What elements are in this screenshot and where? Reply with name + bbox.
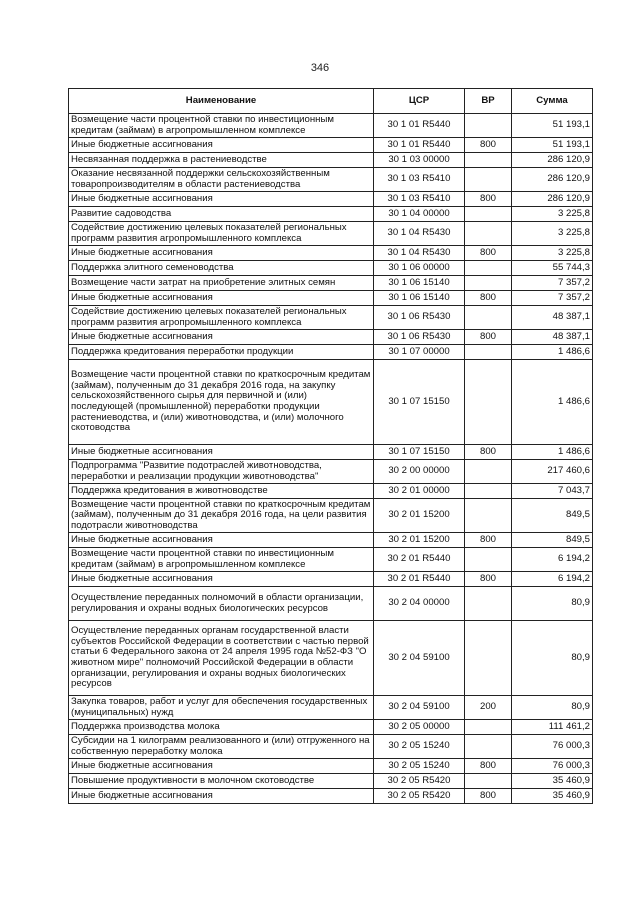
table-row xyxy=(69,246,593,261)
cell-vr xyxy=(465,207,512,222)
cell-csr: 30 2 05 R5420 xyxy=(374,789,465,804)
cell-csr: 30 1 06 15140 xyxy=(374,276,465,291)
cell-name: Иные бюджетные ассигнования xyxy=(69,759,374,774)
header-name: Наименование xyxy=(69,89,374,114)
cell-sum: 48 387,1 xyxy=(512,306,593,330)
cell-vr: 800 xyxy=(465,445,512,460)
cell-sum: 48 387,1 xyxy=(512,330,593,345)
cell-name: Возмещение части процентной ставки по краткосрочным кредитам (займам), полученным до 31 декабря 2016 года, на цели развития подотрасли животноводства xyxy=(69,499,374,533)
cell-name: Иные бюджетные ассигнования xyxy=(69,789,374,804)
cell-name: Иные бюджетные ассигнования xyxy=(69,192,374,207)
cell-sum: 76 000,3 xyxy=(512,735,593,759)
cell-sum: 1 486,6 xyxy=(512,445,593,460)
table-row xyxy=(69,759,593,774)
cell-vr xyxy=(465,153,512,168)
cell-name: Осуществление переданных полномочий в области организации, регулирования и охраны водных биологических ресурсов xyxy=(69,587,374,621)
cell-csr: 30 1 03 R5410 xyxy=(374,192,465,207)
cell-name: Иные бюджетные ассигнования xyxy=(69,572,374,587)
cell-csr: 30 2 01 15200 xyxy=(374,533,465,548)
table-row xyxy=(69,168,593,192)
table-row xyxy=(69,261,593,276)
cell-name: Оказание несвязанной поддержки сельскохозяйственным товаропроизводителям в области растениеводства xyxy=(69,168,374,192)
cell-csr: 30 2 01 R5440 xyxy=(374,548,465,572)
cell-csr: 30 2 05 15240 xyxy=(374,735,465,759)
header-vr: ВР xyxy=(465,89,512,114)
table-row xyxy=(69,360,593,445)
cell-vr xyxy=(465,621,512,696)
cell-vr xyxy=(465,345,512,360)
cell-vr: 800 xyxy=(465,789,512,804)
cell-sum: 7 357,2 xyxy=(512,276,593,291)
cell-name: Иные бюджетные ассигнования xyxy=(69,138,374,153)
cell-name: Развитие садоводства xyxy=(69,207,374,222)
cell-sum: 7 043,7 xyxy=(512,484,593,499)
cell-sum: 3 225,8 xyxy=(512,222,593,246)
cell-csr: 30 1 04 R5430 xyxy=(374,222,465,246)
table-row xyxy=(69,192,593,207)
cell-vr xyxy=(465,306,512,330)
cell-sum: 3 225,8 xyxy=(512,207,593,222)
cell-csr: 30 2 05 00000 xyxy=(374,720,465,735)
cell-name: Содействие достижению целевых показателей региональных программ развития агропромышленного комплекса xyxy=(69,222,374,246)
cell-vr: 800 xyxy=(465,572,512,587)
cell-name: Иные бюджетные ассигнования xyxy=(69,246,374,261)
cell-csr: 30 1 03 00000 xyxy=(374,153,465,168)
cell-vr xyxy=(465,222,512,246)
cell-vr xyxy=(465,276,512,291)
cell-sum: 35 460,9 xyxy=(512,789,593,804)
table-row xyxy=(69,735,593,759)
table-row xyxy=(69,621,593,696)
cell-vr xyxy=(465,261,512,276)
cell-sum: 80,9 xyxy=(512,696,593,720)
cell-vr: 800 xyxy=(465,533,512,548)
header-csr: ЦСР xyxy=(374,89,465,114)
cell-csr: 30 1 01 R5440 xyxy=(374,114,465,138)
table-row xyxy=(69,548,593,572)
table-row xyxy=(69,499,593,533)
cell-vr xyxy=(465,360,512,445)
cell-csr: 30 1 07 00000 xyxy=(374,345,465,360)
cell-vr xyxy=(465,720,512,735)
cell-csr: 30 1 06 00000 xyxy=(374,261,465,276)
cell-csr: 30 1 06 15140 xyxy=(374,291,465,306)
cell-sum: 76 000,3 xyxy=(512,759,593,774)
table-row xyxy=(69,445,593,460)
cell-sum: 111 461,2 xyxy=(512,720,593,735)
cell-csr: 30 2 01 15200 xyxy=(374,499,465,533)
cell-name: Возмещение части процентной ставки по краткосрочным кредитам (займам), полученным до 31 декабря 2016 года, на закупку сельскохозяйственного сырья для первичной и (или) последующей (промышленной) переработки продукции растениеводства, и (или) животноводства, и (или) молочного скотоводства xyxy=(69,360,374,445)
table-row xyxy=(69,720,593,735)
cell-sum: 80,9 xyxy=(512,621,593,696)
cell-csr: 30 2 01 R5440 xyxy=(374,572,465,587)
cell-sum: 1 486,6 xyxy=(512,360,593,445)
cell-csr: 30 1 07 15150 xyxy=(374,360,465,445)
cell-name: Поддержка кредитования в животноводстве xyxy=(69,484,374,499)
cell-name: Возмещение части процентной ставки по инвестиционным кредитам (займам) в агропромышленном комплексе xyxy=(69,548,374,572)
cell-csr: 30 2 05 15240 xyxy=(374,759,465,774)
cell-vr xyxy=(465,460,512,484)
cell-name: Закупка товаров, работ и услуг для обеспечения государственных (муниципальных) нужд xyxy=(69,696,374,720)
cell-csr: 30 1 06 R5430 xyxy=(374,330,465,345)
cell-name: Иные бюджетные ассигнования xyxy=(69,445,374,460)
table-row xyxy=(69,587,593,621)
table-row xyxy=(69,276,593,291)
cell-sum: 849,5 xyxy=(512,499,593,533)
cell-name: Повышение продуктивности в молочном скотоводстве xyxy=(69,774,374,789)
table-row xyxy=(69,207,593,222)
page-number: 346 xyxy=(310,62,330,74)
cell-sum: 286 120,9 xyxy=(512,153,593,168)
cell-name: Иные бюджетные ассигнования xyxy=(69,291,374,306)
table-row xyxy=(69,153,593,168)
cell-csr: 30 1 04 00000 xyxy=(374,207,465,222)
cell-vr xyxy=(465,114,512,138)
cell-sum: 35 460,9 xyxy=(512,774,593,789)
cell-name: Поддержка элитного семеноводства xyxy=(69,261,374,276)
cell-sum: 51 193,1 xyxy=(512,138,593,153)
cell-vr xyxy=(465,548,512,572)
cell-vr xyxy=(465,774,512,789)
table-row xyxy=(69,460,593,484)
cell-sum: 51 193,1 xyxy=(512,114,593,138)
table-header xyxy=(69,89,593,114)
cell-name: Поддержка кредитования переработки продукции xyxy=(69,345,374,360)
cell-vr: 800 xyxy=(465,330,512,345)
cell-csr: 30 2 00 00000 xyxy=(374,460,465,484)
cell-csr: 30 2 04 00000 xyxy=(374,587,465,621)
cell-name: Иные бюджетные ассигнования xyxy=(69,330,374,345)
cell-csr: 30 1 01 R5440 xyxy=(374,138,465,153)
cell-vr: 800 xyxy=(465,246,512,261)
cell-vr xyxy=(465,587,512,621)
cell-name: Возмещение части процентной ставки по инвестиционным кредитам (займам) в агропромышленном комплексе xyxy=(69,114,374,138)
cell-name: Подпрограмма "Развитие подотраслей животноводства, переработки и реализации продукции животноводства" xyxy=(69,460,374,484)
cell-vr: 200 xyxy=(465,696,512,720)
table-row xyxy=(69,306,593,330)
cell-vr xyxy=(465,735,512,759)
cell-csr: 30 1 06 R5430 xyxy=(374,306,465,330)
cell-csr: 30 1 04 R5430 xyxy=(374,246,465,261)
header-row xyxy=(69,89,593,114)
table-row xyxy=(69,291,593,306)
cell-sum: 217 460,6 xyxy=(512,460,593,484)
cell-sum: 7 357,2 xyxy=(512,291,593,306)
cell-sum: 6 194,2 xyxy=(512,548,593,572)
cell-csr: 30 1 03 R5410 xyxy=(374,168,465,192)
cell-csr: 30 2 01 00000 xyxy=(374,484,465,499)
cell-vr: 800 xyxy=(465,138,512,153)
cell-csr: 30 2 05 R5420 xyxy=(374,774,465,789)
cell-sum: 6 194,2 xyxy=(512,572,593,587)
cell-csr: 30 1 07 15150 xyxy=(374,445,465,460)
table-row xyxy=(69,330,593,345)
cell-sum: 80,9 xyxy=(512,587,593,621)
cell-name: Поддержка производства молока xyxy=(69,720,374,735)
cell-name: Несвязанная поддержка в растениеводстве xyxy=(69,153,374,168)
table-row xyxy=(69,533,593,548)
cell-name: Субсидии на 1 килограмм реализованного и (или) отгруженного на собственную переработку молока xyxy=(69,735,374,759)
cell-name: Иные бюджетные ассигнования xyxy=(69,533,374,548)
table-row xyxy=(69,114,593,138)
table-body xyxy=(69,114,593,804)
budget-table xyxy=(68,88,593,804)
table-row xyxy=(69,572,593,587)
cell-vr xyxy=(465,484,512,499)
cell-sum: 286 120,9 xyxy=(512,192,593,207)
table-row xyxy=(69,774,593,789)
header-sum: Сумма xyxy=(512,89,593,114)
cell-sum: 286 120,9 xyxy=(512,168,593,192)
cell-sum: 1 486,6 xyxy=(512,345,593,360)
table-row xyxy=(69,222,593,246)
table-row xyxy=(69,345,593,360)
cell-name: Содействие достижению целевых показателей региональных программ развития агропромышленного комплекса xyxy=(69,306,374,330)
cell-vr: 800 xyxy=(465,192,512,207)
cell-sum: 849,5 xyxy=(512,533,593,548)
cell-sum: 3 225,8 xyxy=(512,246,593,261)
cell-name: Возмещение части затрат на приобретение элитных семян xyxy=(69,276,374,291)
cell-sum: 55 744,3 xyxy=(512,261,593,276)
table-row xyxy=(69,789,593,804)
cell-csr: 30 2 04 59100 xyxy=(374,696,465,720)
cell-csr: 30 2 04 59100 xyxy=(374,621,465,696)
cell-vr xyxy=(465,499,512,533)
table-row xyxy=(69,138,593,153)
cell-vr: 800 xyxy=(465,759,512,774)
cell-vr: 800 xyxy=(465,291,512,306)
table-row xyxy=(69,484,593,499)
cell-name: Осуществление переданных органам государственной власти субъектов Российской Федерации в соответствии с частью первой статьи 6 Федерального закона от 24 апреля 1995 года №52-ФЗ "О животном мире" полномочий Российской Федерации в области организации, регулирования и охраны водных биологических ресурсов xyxy=(69,621,374,696)
table-row xyxy=(69,696,593,720)
cell-vr xyxy=(465,168,512,192)
